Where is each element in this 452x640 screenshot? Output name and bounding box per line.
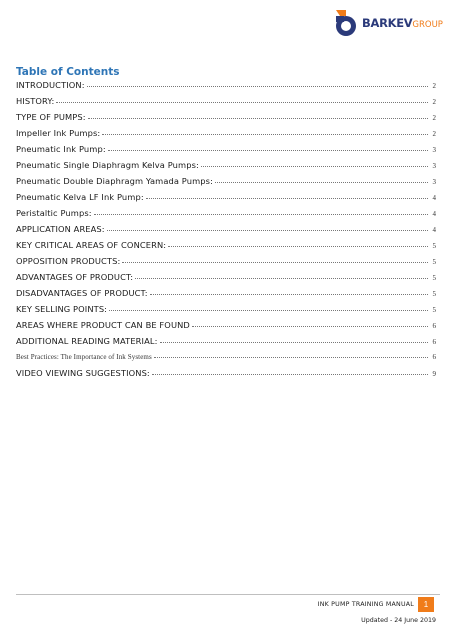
toc-entry-label: Best Practices: The Importance of Ink Systems: [16, 353, 152, 361]
toc-entry-label: Impeller Ink Pumps:: [16, 128, 101, 138]
logo-wordmark: [362, 16, 443, 30]
toc-entry-label: HISTORY:: [16, 96, 55, 106]
toc-dot-leader: [160, 336, 429, 343]
toc-dot-leader: [135, 272, 428, 279]
toc-dot-leader: [56, 96, 428, 103]
toc-entry[interactable]: [16, 240, 436, 252]
toc-entry[interactable]: [16, 208, 436, 220]
toc-entry-page: 3: [432, 162, 436, 170]
toc-entry-page: 4: [432, 226, 436, 234]
toc-entry-label: OPPOSITION PRODUCTS:: [16, 256, 121, 266]
toc-entry-page: 5: [432, 242, 436, 250]
toc-dot-leader: [107, 224, 428, 231]
toc-entry[interactable]: [16, 144, 436, 156]
toc-dot-leader: [146, 192, 428, 199]
toc-dot-leader: [122, 256, 428, 263]
toc-entry-label: KEY SELLING POINTS:: [16, 304, 108, 314]
toc-entry[interactable]: [16, 80, 436, 92]
toc-dot-leader: [152, 368, 428, 375]
toc-entry[interactable]: [16, 352, 436, 364]
toc-entry[interactable]: [16, 336, 436, 348]
toc-entry[interactable]: [16, 256, 436, 268]
toc-entry[interactable]: [16, 192, 436, 204]
footer-divider: [16, 594, 440, 595]
toc-dot-leader: [87, 80, 428, 87]
toc-entry[interactable]: [16, 128, 436, 140]
footer-manual-title: INK PUMP TRAINING MANUAL: [317, 601, 414, 608]
toc-entry[interactable]: [16, 320, 436, 332]
toc-entry-page: 2: [432, 130, 436, 138]
toc-entry-page: 6: [432, 353, 436, 361]
footer-updated-date: Updated - 24 June 2019: [361, 617, 436, 624]
toc-dot-leader: [109, 304, 428, 311]
toc-entry-label: Pneumatic Double Diaphragm Yamada Pumps:: [16, 176, 213, 186]
toc-dot-leader: [102, 128, 428, 135]
toc-entry-label: VIDEO VIEWING SUGGESTIONS:: [16, 368, 150, 378]
toc-entry-page: 2: [432, 114, 436, 122]
toc-entry-page: 5: [432, 258, 436, 266]
toc-entry-label: TYPE OF PUMPS:: [16, 112, 86, 122]
toc-title: Table of Contents: [16, 66, 120, 78]
toc-entry-page: 3: [432, 146, 436, 154]
toc-entry-label: ADVANTAGES OF PRODUCT:: [16, 272, 134, 282]
toc-entry-label: Pneumatic Kelva LF Ink Pump:: [16, 192, 144, 202]
toc-entry[interactable]: [16, 272, 436, 284]
toc-dot-leader: [215, 176, 428, 183]
toc-dot-leader: [94, 208, 428, 215]
toc-entry-page: 6: [432, 338, 436, 346]
toc-entry-page: 4: [432, 210, 436, 218]
toc-dot-leader: [150, 288, 428, 295]
toc-entry-page: 3: [432, 178, 436, 186]
toc-entry-label: APPLICATION AREAS:: [16, 224, 105, 234]
barkev-logo-mark-icon: [330, 8, 362, 38]
toc-entry-page: 2: [432, 98, 436, 106]
toc-entry[interactable]: [16, 176, 436, 188]
logo-sub: GROUP: [412, 20, 443, 30]
toc-entry-label: Peristaltic Pumps:: [16, 208, 92, 218]
toc-entry[interactable]: [16, 96, 436, 108]
logo-text: BARKEV: [362, 16, 413, 30]
toc-entry-page: 2: [432, 82, 436, 90]
toc-dot-leader: [201, 160, 428, 167]
toc-entry-label: Pneumatic Ink Pump:: [16, 144, 106, 154]
toc-entry-page: 5: [432, 274, 436, 282]
toc-entry-label: INTRODUCTION:: [16, 80, 85, 90]
toc-entry-page: 5: [432, 306, 436, 314]
toc-dot-leader: [192, 320, 428, 327]
toc-entry-label: Pneumatic Single Diaphragm Kelva Pumps:: [16, 160, 199, 170]
toc-dot-leader: [88, 112, 428, 119]
toc-entry-label: AREAS WHERE PRODUCT CAN BE FOUND: [16, 320, 190, 330]
toc-entry-label: KEY CRITICAL AREAS OF CONCERN:: [16, 240, 167, 250]
toc-entry-page: 9: [432, 370, 436, 378]
toc-entry[interactable]: [16, 160, 436, 172]
toc-entry-page: 6: [432, 322, 436, 330]
toc-entry[interactable]: [16, 304, 436, 316]
toc-entry[interactable]: [16, 112, 436, 124]
toc-entry-page: 4: [432, 194, 436, 202]
toc-entry[interactable]: [16, 288, 436, 300]
toc-entry-label: ADDITIONAL READING MATERIAL:: [16, 336, 158, 346]
barkev-logo: [330, 8, 446, 38]
toc-dot-leader: [168, 240, 428, 247]
footer-page-number: 1: [418, 597, 434, 612]
toc-dot-leader: [154, 351, 428, 358]
toc-entry[interactable]: [16, 368, 436, 380]
toc-dot-leader: [108, 144, 428, 151]
toc-entry-page: 5: [432, 290, 436, 298]
toc-entry[interactable]: [16, 224, 436, 236]
toc-entry-label: DISADVANTAGES OF PRODUCT:: [16, 288, 148, 298]
